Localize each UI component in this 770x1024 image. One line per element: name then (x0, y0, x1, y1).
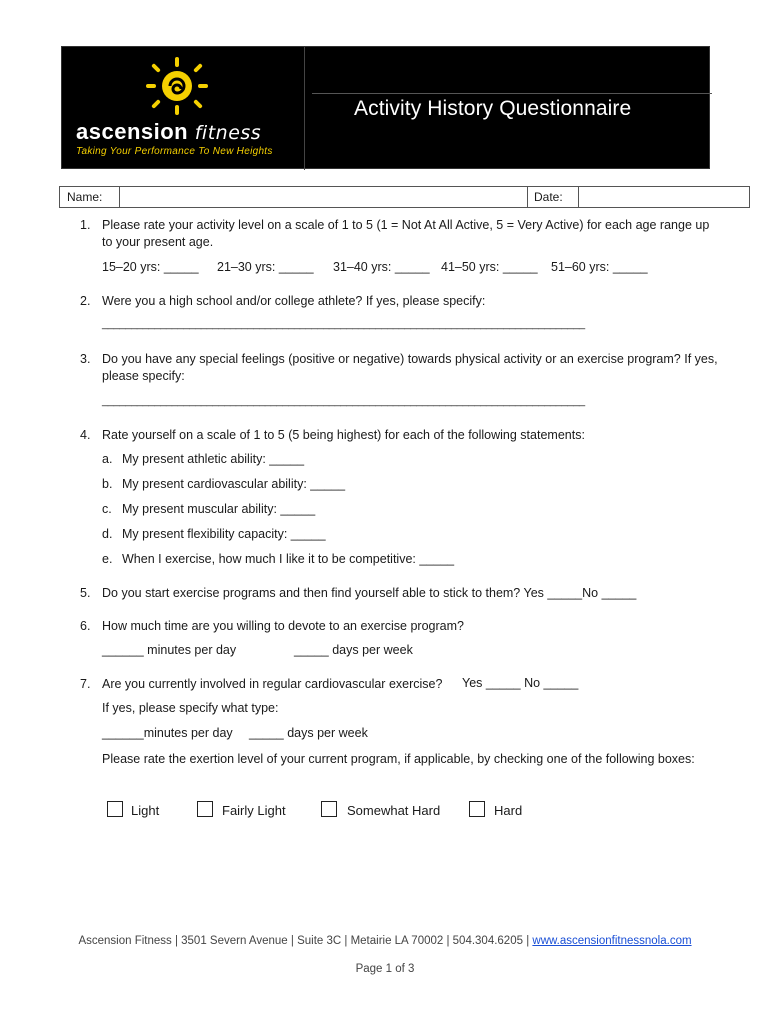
item-letter: b. (102, 477, 113, 491)
question-number: 6. (80, 619, 91, 633)
days-field[interactable]: _____ days per week (294, 643, 413, 657)
footer-address (0, 935, 770, 947)
question-2 (80, 293, 720, 310)
namebar-divider (527, 187, 528, 207)
question-text: Please rate your activity level on a scale of 1 to 5 (1 = Not At All Active, 5 = Very Active) for each age range up to your present age. (102, 218, 710, 249)
item-letter: d. (102, 527, 113, 541)
checkbox-somewhat-hard[interactable] (321, 801, 337, 817)
item-letter: a. (102, 452, 113, 466)
age-range-field[interactable]: 41–50 yrs: _____ (441, 260, 538, 274)
header-rule (312, 93, 712, 94)
date-field[interactable] (579, 187, 749, 207)
item-text: When I exercise, how much I like it to be competitive: _____ (122, 552, 455, 566)
checkbox-label: Light (131, 803, 160, 818)
age-range-field[interactable]: 31–40 yrs: _____ (333, 260, 430, 274)
question-number: 1. (80, 218, 91, 232)
exertion-instructions: Please rate the exertion level of your current program, if applicable, by checking one of the following boxes: (102, 752, 695, 766)
question-text: Rate yourself on a scale of 1 to 5 (5 being highest) for each of the following statements: (102, 428, 585, 442)
question-text: Were you a high school and/or college athlete? If yes, please specify: (102, 294, 486, 308)
minutes-field[interactable]: ______ minutes per day (102, 643, 237, 657)
name-date-bar (59, 186, 750, 208)
rating-item[interactable] (102, 527, 326, 541)
page-number: Page 1 of 3 (355, 963, 415, 975)
question-text[interactable]: Do you start exercise programs and then find yourself able to stick to them? Yes _____No _____ (102, 586, 637, 600)
question-text: How much time are you willing to devote to an exercise program? (102, 619, 464, 633)
header-banner (61, 46, 710, 169)
logo-tagline: Taking Your Performance To New Heights (76, 146, 273, 157)
question-number: 4. (80, 428, 91, 442)
age-range-field[interactable]: 51–60 yrs: _____ (551, 260, 648, 274)
logo-brand: ascension fitness (76, 119, 262, 144)
rating-item[interactable] (102, 477, 345, 491)
rating-item[interactable] (102, 502, 315, 516)
sun-swirl-icon (142, 55, 212, 117)
rating-item[interactable] (102, 452, 304, 466)
question-6 (80, 618, 720, 635)
minutes-field[interactable]: ______minutes per day (102, 726, 233, 740)
question-4 (80, 427, 720, 444)
item-text: My present cardiovascular ability: _____ (122, 477, 346, 491)
type-label: If yes, please specify what type: (102, 701, 279, 715)
question-number: 7. (80, 677, 91, 691)
question-number: 3. (80, 352, 91, 366)
checkbox-light[interactable] (107, 801, 123, 817)
question-3 (80, 351, 720, 385)
age-range-field[interactable]: 15–20 yrs: _____ (102, 260, 199, 274)
answer-line[interactable]: ___________________________________________________________________________________ (102, 395, 585, 407)
question-text: Do you have any special feelings (positive or negative) towards physical activity or an exercise program? If yes, please specify: (102, 352, 718, 383)
checkbox-label: Somewhat Hard (347, 803, 441, 818)
question-text: Are you currently involved in regular cardiovascular exercise? (102, 677, 443, 691)
question-7 (80, 676, 720, 693)
age-range-field[interactable]: 21–30 yrs: _____ (217, 260, 314, 274)
question-5 (80, 585, 720, 602)
item-text: My present flexibility capacity: _____ (122, 527, 326, 541)
yes-no-field[interactable]: Yes _____ No _____ (462, 676, 579, 690)
date-label: Date: (534, 190, 563, 204)
days-field[interactable]: _____ days per week (249, 726, 368, 740)
header-divider (304, 47, 305, 170)
question-1 (80, 217, 720, 251)
website-link[interactable]: www.ascensionfitnessnola.com (532, 935, 692, 947)
checkbox-hard[interactable] (469, 801, 485, 817)
item-letter: c. (102, 502, 112, 516)
logo (62, 47, 304, 170)
checkbox-label: Hard (494, 803, 523, 818)
page-title: Activity History Questionnaire (354, 97, 632, 120)
name-label: Name: (67, 190, 103, 204)
question-number: 5. (80, 586, 91, 600)
checkbox-label: Fairly Light (222, 803, 286, 818)
checkbox-fairly-light[interactable] (197, 801, 213, 817)
answer-line[interactable]: ___________________________________________________________________________________ (102, 318, 585, 330)
question-number: 2. (80, 294, 91, 308)
footer-address-text: Ascension Fitness | 3501 Severn Avenue | Suite 3C | Metairie LA 70002 | 504.304.6205 | (78, 935, 530, 947)
item-letter: e. (102, 552, 113, 566)
item-text: My present athletic ability: _____ (122, 452, 305, 466)
item-text: My present muscular ability: _____ (122, 502, 316, 516)
rating-item[interactable] (102, 552, 454, 566)
name-field[interactable] (120, 187, 526, 207)
